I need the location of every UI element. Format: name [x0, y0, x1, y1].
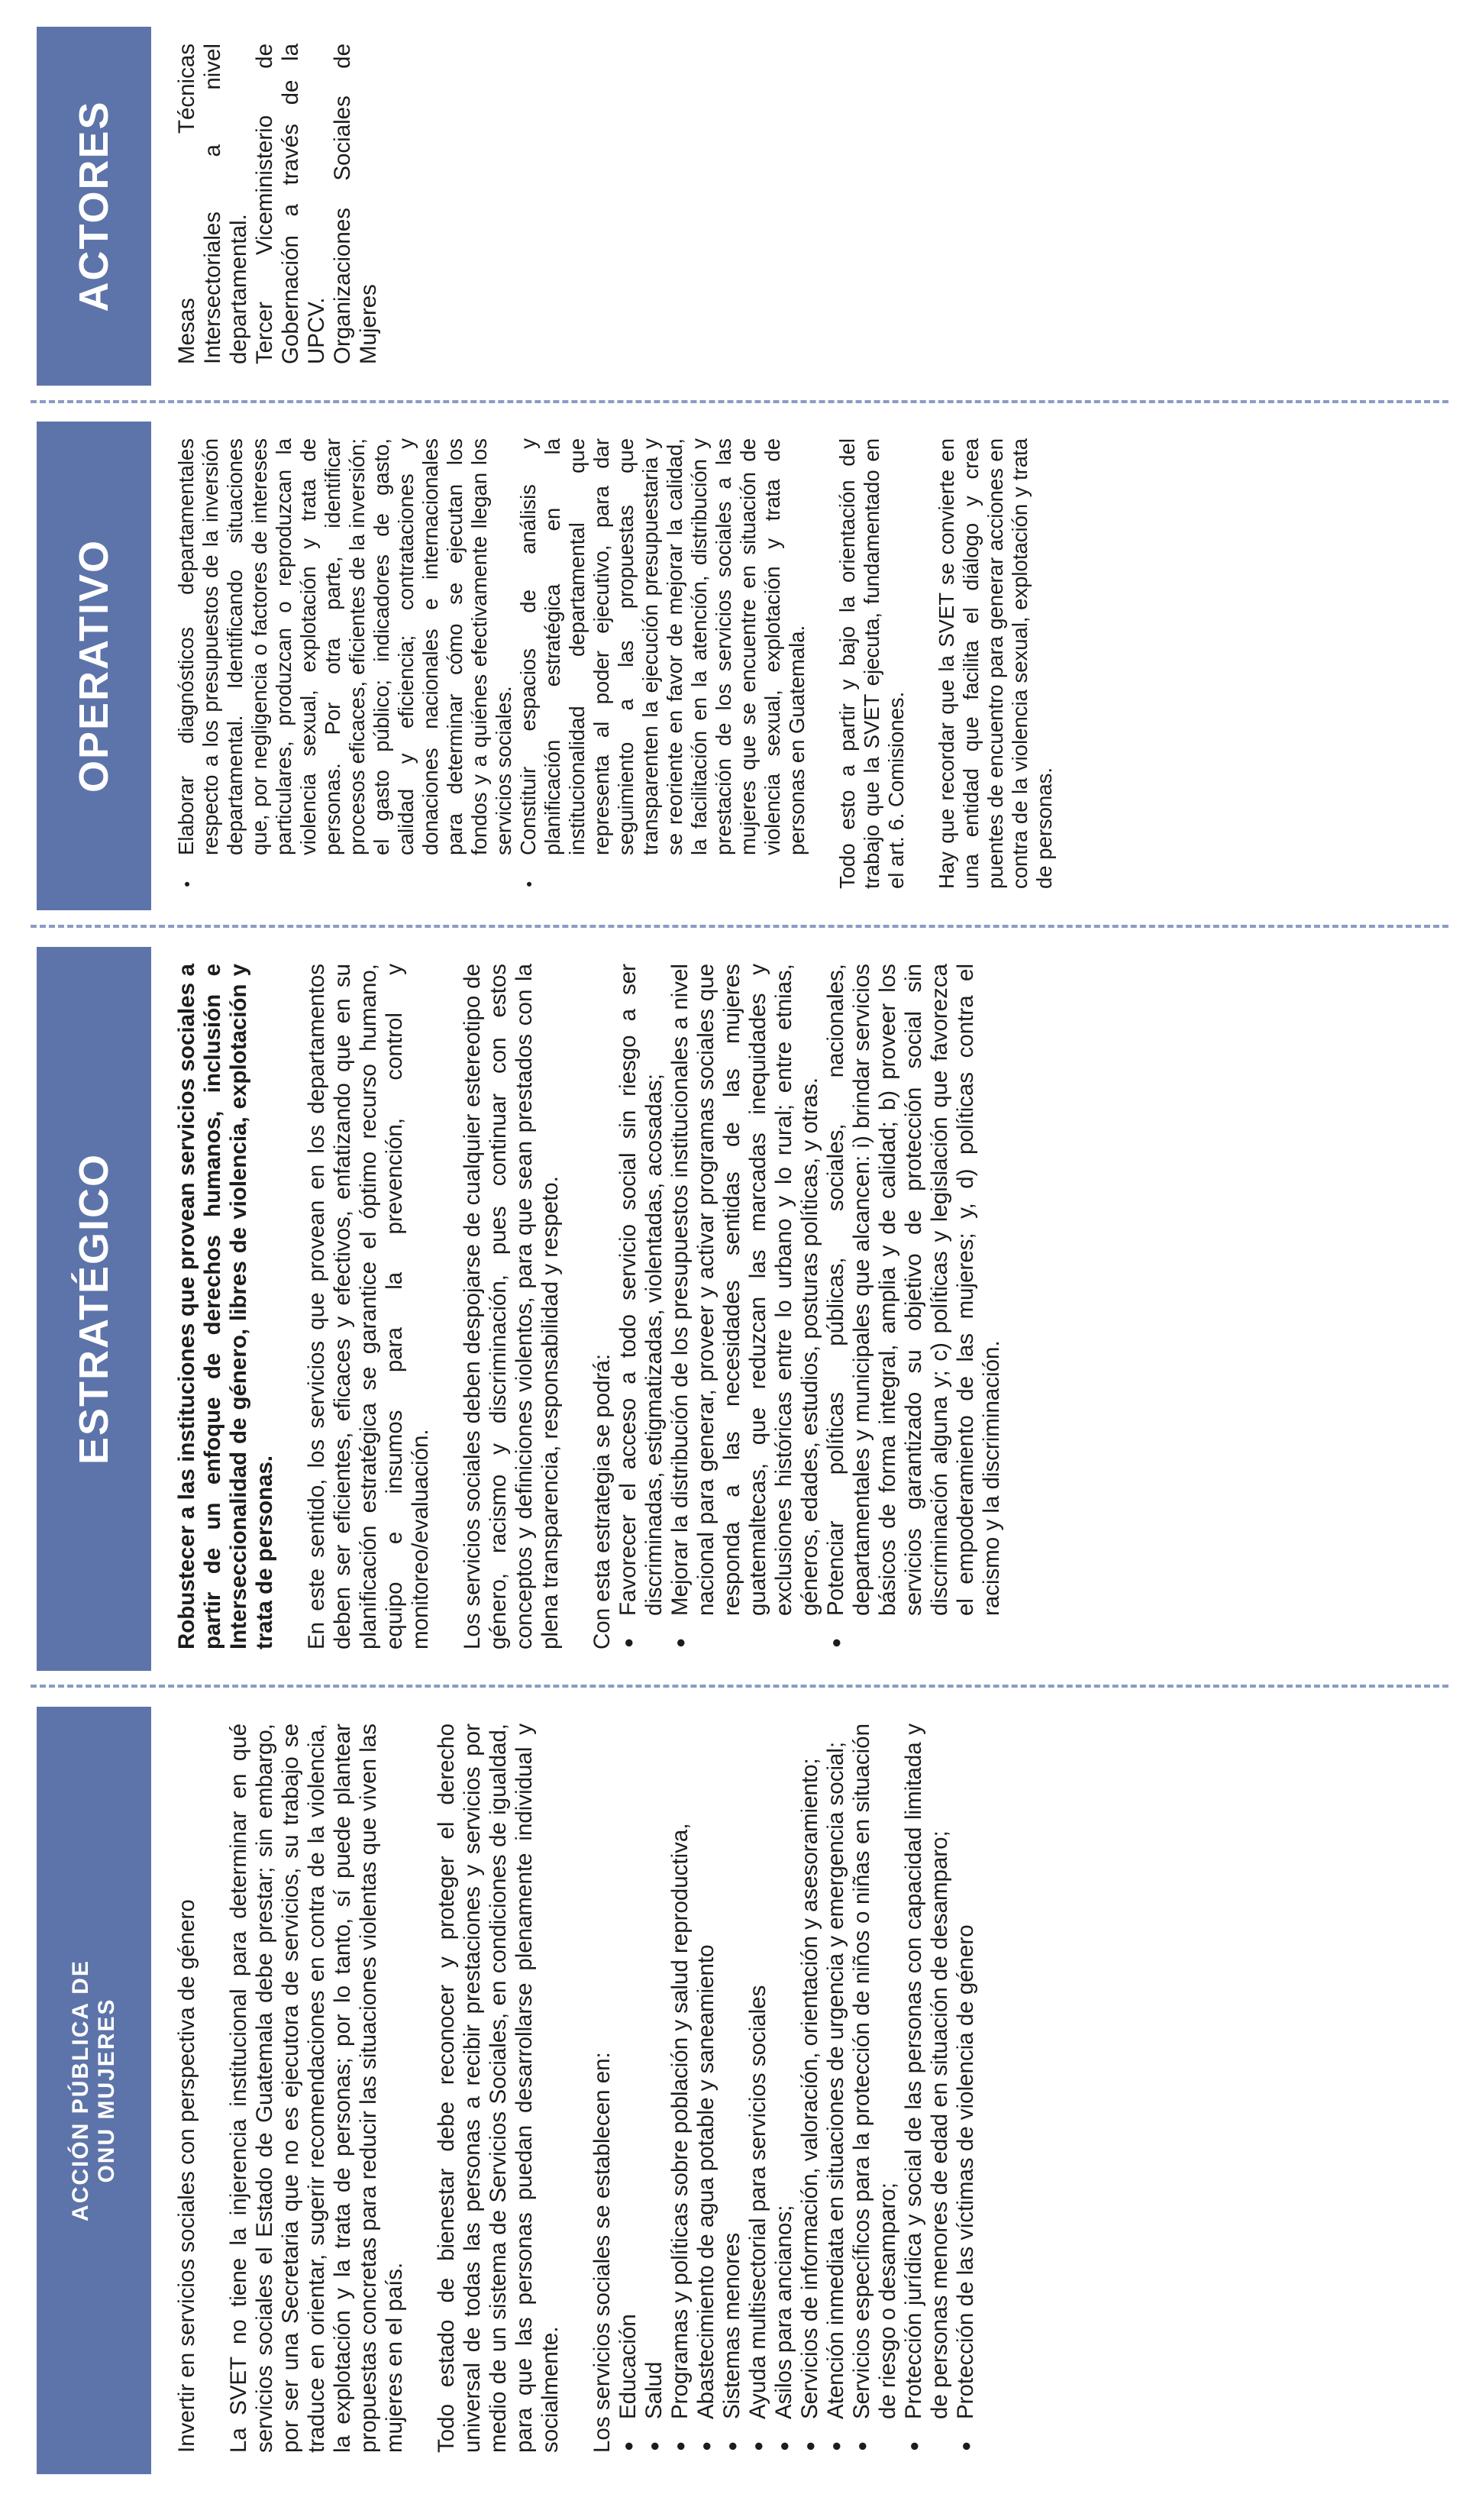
list-item: ● Programas y políticas sobre población y salud reproductiva, [667, 1724, 693, 2453]
list-item: ● Sistemas menores [719, 1724, 745, 2453]
accion-paragraph-2: Todo estado de bienestar debe reconocer y proteger el derecho universal de todas las personas a recibir prestaciones y servicios por medio de un sistema de Servicios Sociales, en condiciones de igualdad, para que las personas puedan desarrollarse plenamente individual y socialmente. [434, 1724, 563, 2453]
column-divider [31, 400, 1448, 403]
estrategico-paragraph-2: Los servicios sociales deben despojarse de cualquier estereotipo de género, racismo y discriminación, pues continuar con estos conceptos y definiciones violentos, para que sean prestados con la plena transparencia, responsabilidad y respeto. [460, 964, 563, 1649]
accion-list-intro: Los servicios sociales se establecen en: [589, 2052, 615, 2453]
servicios-list [615, 1724, 979, 2453]
list-item: ● Protección jurídica y social de las personas con capacidad limitada y de personas menores de edad en situación de desamparo; [901, 1724, 953, 2453]
actores-header: ACTORES [37, 27, 151, 386]
accion-intro: Invertir en servicios sociales con perspectiva de género [174, 1899, 199, 2453]
operativo-paragraph-2: Hay que recordar que la SVET se convierte en una entidad que facilita el diálogo y crea puentes de encuentro para generar acciones en contra de la violencia sexual, explotación y trata de personas. [935, 438, 1056, 889]
actor-item: Tercer Viceministerio de Gobernación a través de la UPCV. [252, 44, 329, 364]
estrategico-bold-intro: Robustecer a las instituciones que provean servicios sociales a partir de un enfoque de derechos humanos, inclusión e Interseccionalidad de género, libres de violencia, explotación y trata de personas. [174, 964, 277, 1649]
list-item: ● Asilos para ancianos; [771, 1724, 797, 2453]
accion-header-line1: ACCIÓN PÚBLICA DE [68, 1959, 93, 2221]
operativo-body [174, 438, 1083, 889]
accion-publica-body [174, 1724, 1005, 2453]
operativo-list [174, 438, 809, 889]
estrategia-list [615, 964, 1005, 1649]
accion-publica-header [37, 1707, 151, 2474]
operativo-header: OPERATIVO [37, 422, 151, 910]
accion-paragraph-1: La SVET no tiene la injerencia institucional para determinar en qué servicios sociales el Estado de Guatemala debe prestar; sin embargo, por ser una Secretaria que no es ejecutora de servicios, su trabajo se traduce en orientar, sugerir recomendaciones en contra de la violencia, la explotación y la trata de personas; por lo tanto, sí puede plantear propuestas concretas para reducir las situaciones violentas que viven las mujeres en el país. [226, 1724, 407, 2453]
list-item: ● Educación [615, 1724, 641, 2453]
list-item: ● Salud [641, 1724, 667, 2453]
column-divider [31, 925, 1448, 928]
column-divider [31, 1685, 1448, 1688]
list-item: ● Atención inmediata en situaciones de urgencia y emergencia social; [823, 1724, 849, 2453]
estrategico-column [0, 947, 1479, 1671]
operativo-column [0, 422, 1479, 910]
list-item: ● Abastecimiento de agua potable y saneamiento [693, 1724, 719, 2453]
estrategico-paragraph-1: En este sentido, los servicios que provean en los departamentos deben ser eficientes, eficaces y efectivos, enfatizando que en su planificación estratégica se garantice el óptimo recurso humano, equipo e insumos para la prevención, control y monitoreo/evaluación. [304, 964, 433, 1649]
actores-body [174, 44, 382, 364]
estrategico-list-intro: Con esta estrategia se podrá: [589, 1353, 615, 1649]
actor-item: Mesas Técnicas Intersectoriales a nivel departamental. [174, 44, 251, 364]
estrategico-header: ESTRATÉGICO [37, 947, 151, 1671]
list-item: ● Servicios específicos para la protección de niños o niñas en situación de riesgo o desamparo; [849, 1724, 901, 2453]
operativo-paragraph-1: Todo esto a partir y bajo la orientación del trabajo que la SVET ejecuta, fundamentado en el art. 6. Comisiones. [835, 438, 908, 889]
actores-column [0, 27, 1479, 386]
list-item: ● Mejorar la distribución de los presupuestos institucionales a nivel nacional para generar, proveer y activar programas sociales que responda a las necesidades sentidas de las mujeres guatemaltecas, que reduzcan las marcadas inequidades y exclusiones históricas entre lo urbano y lo rural; entre etnias, géneros, edades, estudios, posturas políticas, y otras. [667, 964, 823, 1649]
list-item: ● Servicios de información, valoración, orientación y asesoramiento; [797, 1724, 823, 2453]
list-item: ● Favorecer el acceso a todo servicio social sin riesgo a ser discriminadas, estigmatizadas, violentadas, acosadas; [615, 964, 667, 1649]
list-item: ● Elaborar diagnósticos departamentales respecto a los presupuestos de la inversión departamental. Identificando situaciones que, por negligencia o factores de intereses particulares, produzcan o reproduzcan la violencia sexual, explotación y trata de personas. Por otra parte, identificar procesos eficaces, eficientes de la inversión; el gasto público; indicadores de gasto, calidad y eficiencia; contrataciones y donaciones nacionales e internacionales para determinar cómo se ejecutan los fondos y a quiénes efectivamente llegan los servicios sociales. [174, 438, 516, 889]
accion-publica-column [0, 1707, 1479, 2474]
list-item: ● Protección de las víctimas de violencia de género [953, 1724, 979, 2453]
list-item: ● Constituir espacios de análisis y planificación estratégica en la institucionalidad departamental que representa al poder ejecutivo, para dar seguimiento a las propuestas que transparenten la ejecución presupuestaria y se reoriente en favor de mejorar la calidad, la facilitación en la atención, distribución y prestación de los servicios sociales a las mujeres que se encuentre en situación de violencia sexual, explotación y trata de personas en Guatemala. [516, 438, 809, 889]
list-item: ● Ayuda multisectorial para servicios sociales [745, 1724, 771, 2453]
accion-header-line2: ONU MUJERES [94, 1998, 119, 2183]
actor-item: Organizaciones Sociales de Mujeres [330, 44, 381, 364]
list-item: ● Potenciar políticas públicas, sociales, nacionales, departamentales y municipales que alcancen: i) brindar servicios básicos de forma integral, amplia y de calidad; b) proveer los servicios garantizado su objetivo de protección social sin discriminación alguna y; c) políticas y legislación que favorezca el empoderamiento de las mujeres; y, d) políticas contra el racismo y la discriminación. [823, 964, 1005, 1649]
estrategico-body [174, 964, 1031, 1649]
